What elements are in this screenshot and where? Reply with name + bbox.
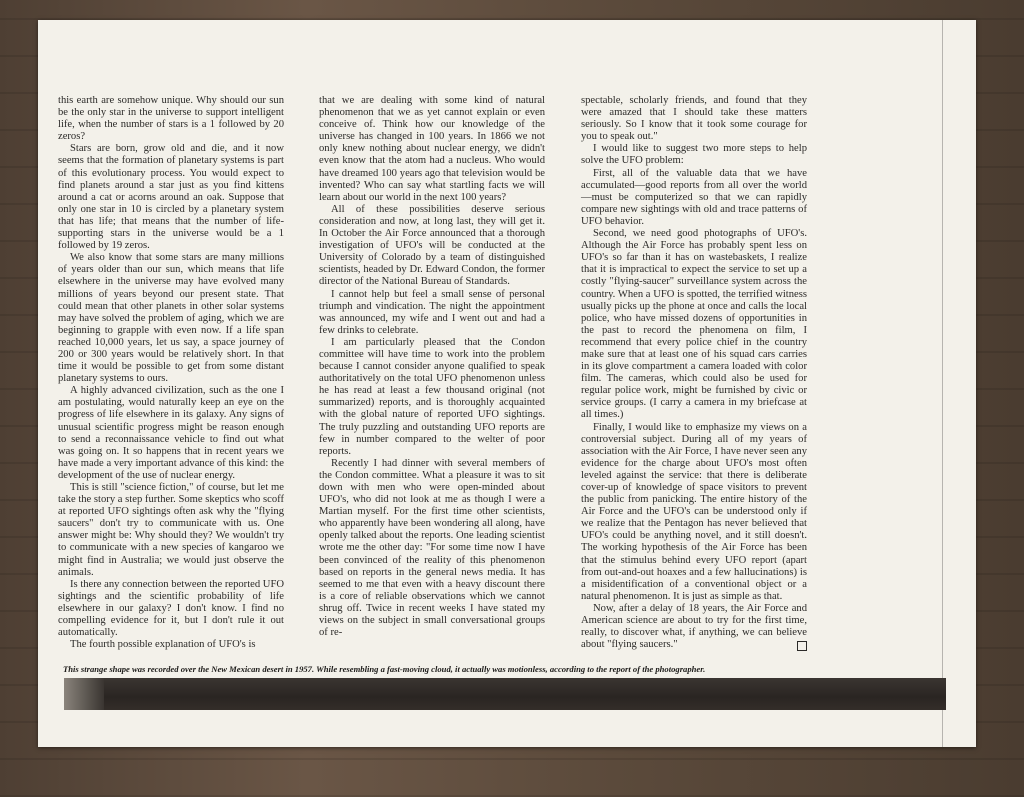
photo-caption: This strange shape was recorded over the New Mexican desert in 1957. While resembling a fast-moving cloud, it actually was motionless, according to the report of the photographer. [63, 664, 706, 674]
page-fold-line [942, 20, 943, 747]
paragraph: this earth are somehow unique. Why should our sun be the only star in the universe to support intelligent life, when the number of stars is a 1 followed by 20 zeros? [58, 95, 284, 143]
paragraph: This is still "science fiction," of course, but let me take the story a step further. Some skeptics who scoff at reported UFO sightings often ask why the "flying saucers" don't try to communicate with us. One answer might be: Why should they? We wouldn't try to communicate with a new species of kangaroo we might find in Australia; we would just observe the animals. [58, 482, 284, 578]
photo-strip [64, 678, 946, 710]
article-column-3 [581, 95, 807, 651]
paragraph: A highly advanced civilization, such as the one I am postulating, would naturally keep an eye on the progress of life elsewhere in its galaxy. Any signs of unusual scientific progress might be reason enough to send a reconnaissance vehicle to find out what was going on. It so happens that in recent years we have made a very important advance of this kind: the development of the use of nuclear energy. [58, 385, 284, 481]
paragraph: Finally, I would like to emphasize my views on a controversial subject. During all of my years of association with the Air Force, I have never seen any evidence for the charge about UFO's most often leveled against the service: that there is deliberate cover-up of knowledge of space visitors to prevent the public from panicking. The entire history of the Air Force and the UFO's can be understood only if we realize that the Pentagon has never believed that UFO's could be anything novel, and it still doesn't. The working hypothesis of the Air Force has been that the stimulus behind every UFO report (apart from out-and-out hoaxes and a few hallucinations) is a misidentification of a conventional object or a natural phenomenon. It is just as simple as that. [581, 421, 807, 602]
paragraph: The fourth possible explanation of UFO's is [70, 639, 256, 651]
paragraph-text: Now, after a delay of 18 years, the Air Force and American science are about to try for the first time, really, to discover what, if anything, we can believe about "flying saucers." [581, 602, 807, 651]
paragraph: Is there any connection between the reported UFO sightings and the scientific probability of life elsewhere in our galaxy? I don't know. I find no compelling evidence for it, but I don't rule it out automatically. [58, 578, 284, 639]
paragraph [581, 603, 807, 651]
paragraph: spectable, scholarly friends, and found that they were amazed that I should take these matters seriously. So I know that it took some courage for you to speak out." [581, 95, 807, 143]
paragraph: Recently I had dinner with several members of the Condon committee. What a pleasure it was to sit down with men who were open-minded about UFO's, who did not look at me as though I were a Martian myself. For the first time other scientists, who apparently have been wondering all along, have openly talked about the reports. One leading scientist wrote me the other day: "For some time now I have been convinced of the reality of this phenomenon based on reports in the general news media. It has seemed to me that even with a heavy discount there is a core of reliable observations which we cannot shrug off. Twice in recent weeks I have stated my views on the subject in small conversational groups of re- [319, 457, 545, 639]
paragraph: First, all of the valuable data that we have accumulated—good reports from all over the world—must be computerized so that we can rapidly compare new sightings with old and trace patterns of UFO behavior. [581, 167, 807, 227]
paragraph: All of these possibilities deserve serious consideration and now, at long last, they will get it. In October the Air Force announced that a thorough investigation of UFO's will be conducted at the University of Colorado by a team of distinguished scientists, headed by Dr. Edward Condon, the former director of the National Bureau of Standards. [319, 203, 545, 288]
article-column-1 [58, 95, 284, 651]
paragraph: I would like to suggest two more steps to help solve the UFO problem: [581, 143, 807, 167]
end-of-article-square-icon [797, 641, 807, 651]
paragraph: I am particularly pleased that the Condon committee will have time to work into the problem because I cannot consider anyone qualified to speak authoritatively on the total UFO phenomenon unless he has read at least a few thousand original (not summarized) reports, and is thoroughly acquainted with the global nature of reported UFO sightings. The truly puzzling and outstanding UFO reports are few in number compared to the welter of poor reports. [319, 336, 545, 457]
paragraph: We also know that some stars are many millions of years older than our sun, which means that life elsewhere in the universe may have evolved many millions of years beyond our present state. That could mean that other planets in other solar systems may have solved the problem of aging, which we are beginning to grapple with even now. If a life span reached 10,000 years, let us say, a space journey of 200 or 300 years would be relatively short. In that time it would be possible to get from some distant planetary systems to ours. [58, 252, 284, 385]
paragraph: Stars are born, grow old and die, and it now seems that the formation of planetary systems is part of this evolutionary process. You would expect to find planets around a star just as you find kittens around a cat or acorns around an oak. Suppose that only one star in 10 is circled by a planetary system that has life; that means that the number of life-supporting stars in the universe would be a 1 followed by 19 zeros. [58, 143, 284, 252]
article-column-2 [319, 95, 545, 639]
paragraph: that we are dealing with some kind of natural phenomenon that we as yet cannot explain or even conceive of. Think how our knowledge of the universe has changed in 100 years. In 1866 we not only knew nothing about nuclear energy, we didn't even know that the atom had a nucleus. Who would have dreamed 100 years ago that television would be invented? Who can say what startling facts we will learn about our world in the next 100 years? [319, 95, 545, 203]
paragraph: I cannot help but feel a small sense of personal triumph and vindication. The night the appointment was announced, my wife and I went out and had a few drinks to celebrate. [319, 288, 545, 336]
paragraph: Second, we need good photographs of UFO's. Although the Air Force has probably spent less on UFO's so far than it has on wastebaskets, I realize that it is impractical to expect the service to set up a costly "flying-saucer" surveillance system across the country. When a UFO is spotted, the terrified witness usually picks up the phone at once and calls the local police, who have missed dozens of opportunities in the past to record the phenomena on film, I recommend that every police chief in the country make sure that at least one of his squad cars carries in its glove compartment a camera loaded with color film. The cameras, which could also be used for regular police work, might be furnished by civic or service groups. (I carry a camera in my briefcase at all times.) [581, 228, 807, 421]
